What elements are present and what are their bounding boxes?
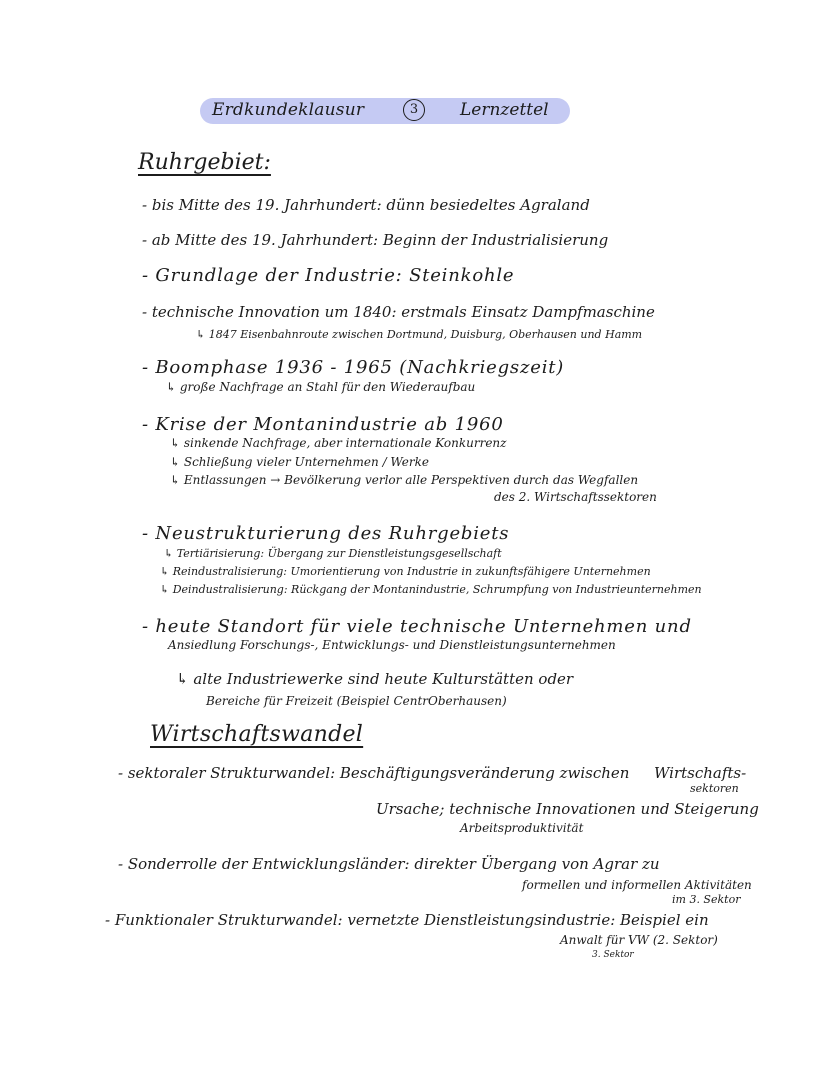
ruhr-line-6c: ↳ Entlassungen → Bevölkerung verlor alle Perspektiven durch das Wegfallen	[170, 473, 639, 487]
wirtschaft-line-1d: Ursache; technische Innovationen und Steigerung	[376, 800, 759, 818]
ruhr-line-4: - technische Innovation um 1840: erstmals Einsatz Dampfmaschine	[142, 303, 655, 321]
page-subtitle: Lernzettel	[460, 100, 549, 120]
ruhr-line-6d: des 2. Wirtschaftssektoren	[494, 490, 657, 504]
wirtschaft-line-2b: im 3. Sektor	[672, 893, 741, 906]
circled-number: 3	[403, 99, 425, 121]
ruhr-line-7a: ↳ Tertiärisierung: Übergang zur Dienstleistungsgesellschaft	[164, 547, 502, 560]
wirtschaft-line-2: - Sonderrolle der Entwicklungsländer: direkter Übergang von Agrar zu	[118, 855, 660, 873]
ruhr-line-7c: ↳ Deindustralisierung: Rückgang der Montanindustrie, Schrumpfung von Industrieunternehmen	[160, 583, 702, 596]
ruhr-line-7: - Neustrukturierung des Ruhrgebiets	[142, 523, 510, 544]
ruhr-line-8: - heute Standort für viele technische Unternehmen und	[142, 616, 692, 637]
ruhr-line-6: - Krise der Montanindustrie ab 1960	[142, 414, 504, 435]
wirtschaft-line-3a: Anwalt für VW (2. Sektor)	[560, 933, 718, 947]
ruhr-line-2: - ab Mitte des 19. Jahrhundert: Beginn der Industrialisierung	[142, 231, 609, 249]
ruhr-line-6b: ↳ Schließung vieler Unternehmen / Werke	[170, 455, 430, 469]
wirtschaft-line-1e: Arbeitsproduktivität	[460, 821, 584, 835]
ruhr-line-5a: ↳ große Nachfrage an Stahl für den Wiederaufbau	[166, 380, 476, 394]
page-title: Erdkundeklausur	[212, 100, 365, 120]
wirtschaft-line-1b: Wirtschafts-	[654, 764, 747, 782]
heading-wirtschaftswandel: Wirtschaftswandel	[150, 722, 364, 747]
wirtschaft-line-1c: sektoren	[690, 782, 739, 795]
heading-ruhrgebiet: Ruhrgebiet:	[138, 150, 271, 175]
wirtschaft-line-2a: formellen und informellen Aktivitäten	[522, 878, 752, 892]
ruhr-line-8a: Ansiedlung Forschungs-, Entwicklungs- und Dienstleistungsunternehmen	[168, 638, 616, 652]
wirtschaft-line-1: - sektoraler Strukturwandel: Beschäftigungsveränderung zwischen	[118, 764, 630, 782]
wirtschaft-line-3b: 3. Sektor	[592, 950, 634, 960]
ruhr-line-1: - bis Mitte des 19. Jahrhundert: dünn besiedeltes Agraland	[142, 196, 590, 214]
ruhr-line-8c: Bereiche für Freizeit (Beispiel CentrOberhausen)	[206, 694, 507, 708]
wirtschaft-line-3: - Funktionaler Strukturwandel: vernetzte Dienstleistungsindustrie: Beispiel ein	[105, 911, 709, 929]
ruhr-line-5: - Boomphase 1936 - 1965 (Nachkriegszeit)	[142, 357, 565, 378]
ruhr-line-3: - Grundlage der Industrie: Steinkohle	[142, 265, 515, 286]
ruhr-line-4a: ↳ 1847 Eisenbahnroute zwischen Dortmund, Duisburg, Oberhausen und Hamm	[196, 328, 643, 341]
ruhr-line-6a: ↳ sinkende Nachfrage, aber internationale Konkurrenz	[170, 436, 507, 450]
ruhr-line-8b: ↳ alte Industriewerke sind heute Kulturstätten oder	[176, 670, 574, 688]
ruhr-line-7b: ↳ Reindustralisierung: Umorientierung von Industrie in zukunftsfähigere Unternehmen	[160, 565, 651, 578]
